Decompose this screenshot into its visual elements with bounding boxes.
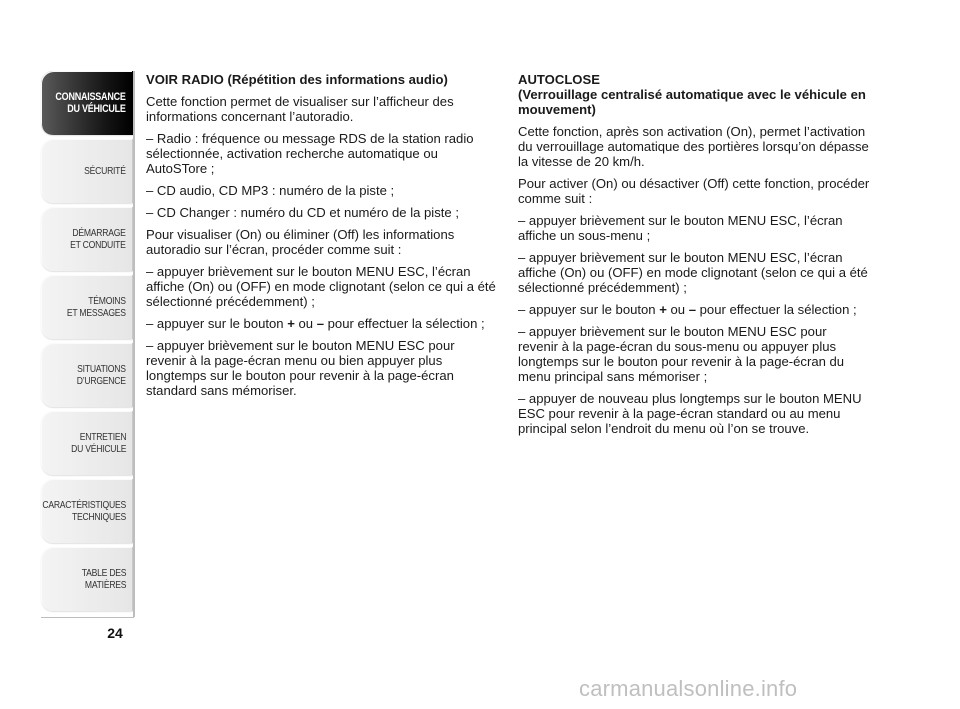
tab-caracteristiques-techniques[interactable] [41, 479, 133, 543]
minus-symbol: – [316, 316, 325, 331]
paragraph: – appuyer brièvement sur le bouton MENU ESC, l’écran affiche (On) ou (OFF) en mode clignotant (selon ce qui a été sélectionné précédemment) ; [146, 264, 496, 309]
paragraph: Cette fonction, après son activation (On), permet l’activation du verrouillage automatique des portières lorsqu’on dépasse la vitesse de 20 km/h. [518, 124, 869, 169]
right-column [518, 72, 870, 443]
heading-title: AUTOCLOSE [518, 72, 600, 87]
section-tabs [41, 71, 133, 615]
tab-bottom-rule [41, 617, 134, 618]
plus-symbol: + [287, 316, 295, 331]
tab-label: SITUATIONS D’URGENCE [77, 363, 126, 387]
page-number: 24 [107, 625, 123, 641]
left-column [146, 72, 496, 405]
tab-securite[interactable] [41, 139, 133, 203]
minus-symbol: – [688, 302, 697, 317]
tab-table-des-matieres[interactable] [41, 547, 133, 611]
paragraph: – appuyer sur le bouton + ou – pour effectuer la sélection ; [146, 316, 485, 331]
paragraph: – CD audio, CD MP3 : numéro de la piste ; [146, 183, 395, 198]
watermark: carmanualsonline.info [579, 676, 798, 701]
paragraph: – appuyer brièvement sur le bouton MENU ESC, l’écran affiche (On) ou (OFF) en mode clignotant (selon ce qui a été sélectionné précédemment) ; [518, 250, 868, 295]
paragraph: – appuyer brièvement sur le bouton MENU ESC pour revenir à la page-écran menu ou bien appuyer plus longtemps sur le bouton pour revenir à la page-écran standard sans mémoriser. [146, 338, 455, 398]
tab-label: ENTRETIEN DU VÉHICULE [70, 431, 126, 455]
tab-label: DÉMARRAGE ET CONDUITE [70, 227, 126, 251]
tab-label: TÉMOINS ET MESSAGES [67, 295, 126, 319]
tab-label: CARACTÉRISTIQUES TECHNIQUES [42, 499, 126, 523]
plus-symbol: + [659, 302, 667, 317]
tab-situations-d-urgence[interactable] [41, 343, 133, 407]
paragraph: – CD Changer : numéro du CD et numéro de la piste ; [146, 205, 459, 220]
paragraph: – appuyer brièvement sur le bouton MENU ESC pour revenir à la page-écran du sous-menu ou appuyer plus longtemps sur le bouton pour revenir à la page-écran du menu principal sans mémoriser ; [518, 324, 845, 384]
tab-divider [133, 71, 135, 617]
tab-label: CONNAISSANCE DU VÉHICULE [55, 91, 126, 115]
paragraph: – appuyer sur le bouton + ou – pour effectuer la sélection ; [518, 302, 857, 317]
paragraph: Pour activer (On) ou désactiver (Off) cette fonction, procéder comme suit : [518, 176, 870, 206]
tab-label: TABLE DES MATIÈRES [81, 567, 126, 591]
section-heading-voir-radio: VOIR RADIO (Répétition des informations audio) [146, 72, 448, 87]
heading-subtitle: (Verrouillage centralisé automatique avec le véhicule en mouvement) [518, 87, 866, 117]
paragraph: – appuyer de nouveau plus longtemps sur le bouton MENU ESC pour revenir à la page-écran standard ou au menu principal selon l’endroit du menu où l’on se trouve. [518, 391, 862, 436]
tab-demarrage-et-conduite[interactable] [41, 207, 133, 271]
tab-connaissance-du-vehicule[interactable] [41, 71, 133, 135]
paragraph: – appuyer brièvement sur le bouton MENU ESC, l’écran affiche un sous-menu ; [518, 213, 843, 243]
tab-label: SÉCURITÉ [84, 165, 126, 177]
tab-temoins-et-messages[interactable] [41, 275, 133, 339]
paragraph: Cette fonction permet de visualiser sur l’afficheur des informations concernant l’autoradio. [146, 94, 454, 124]
paragraph: – Radio : fréquence ou message RDS de la station radio sélectionnée, activation recherche automatique ou AutoSTore ; [146, 131, 474, 176]
section-heading-autoclose [518, 72, 870, 117]
paragraph: Pour visualiser (On) ou éliminer (Off) les informations autoradio sur l’écran, procéder comme suit : [146, 227, 455, 257]
tab-entretien-du-vehicule[interactable] [41, 411, 133, 475]
